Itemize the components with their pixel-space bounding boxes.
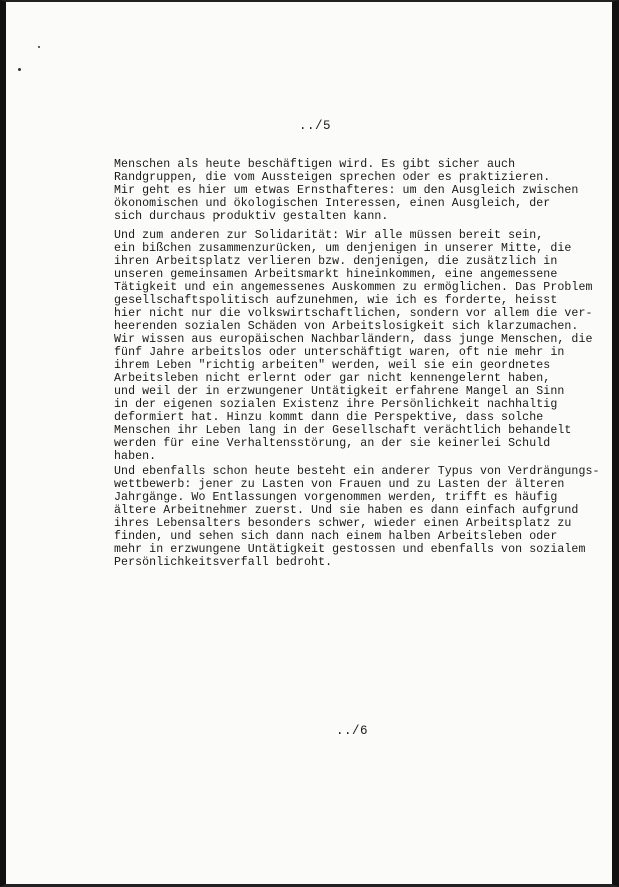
- page-continuation-marker-bottom: ../6: [336, 724, 369, 738]
- text-line: ihres Lebensalters besonders schwer, wieder einen Arbeitsplatz zu: [114, 517, 572, 530]
- text-line: wettbewerb: jener zu Lasten von Frauen und zu Lasten der älteren: [114, 478, 565, 491]
- paragraph-4: [114, 465, 604, 569]
- text-line: werden für eine Verhaltensstörung, an der sie keinerlei Schuld: [114, 437, 551, 450]
- text-line: Wir wissen aus europäischen Nachbarländern, dass junge Menschen, die: [114, 333, 593, 346]
- text-line: Randgruppen, die vom Aussteigen sprechen oder es praktizieren.: [114, 171, 551, 184]
- text-line: Menschen als heute beschäftigen wird. Es gibt sicher auch: [114, 158, 516, 171]
- text-line: hier nicht nur die volkswirtschaftlichen, sondern vor allem die ver-: [114, 307, 593, 320]
- text-line: in der eigenen sozialen Existenz ihre Persönlichkeit nachhaltig: [114, 398, 558, 411]
- text-line: Und ebenfalls schon heute besteht ein anderer Typus von Verdrängungs-: [114, 465, 600, 478]
- text-line: unseren gemeinsamen Arbeitsmarkt hineinkommen, eine angemessene: [114, 268, 558, 281]
- paragraph-3: [114, 333, 604, 463]
- scan-speck: [18, 68, 21, 71]
- text-line: Jahrgänge. Wo Entlassungen vorgenommen werden, trifft es häufig: [114, 491, 558, 504]
- text-line: Und zum anderen zur Solidarität: Wir alle müssen bereit sein,: [114, 229, 544, 242]
- text-line: mehr in erzwungene Untätigkeit gestossen und ebenfalls von sozialem: [114, 543, 586, 556]
- text-line: ihrem Leben "richtig arbeiten" werden, weil sie ein geordnetes: [114, 359, 551, 372]
- text-line: Arbeitsleben nicht erlernt oder gar nicht kennengelernt haben,: [114, 372, 551, 385]
- text-line: gesellschaftspolitisch aufzunehmen, wie ich es forderte, heisst: [114, 294, 558, 307]
- text-line: finden, und sehen sich dann nach einem halben Arbeitsleben oder: [114, 530, 558, 543]
- paragraph-2: [114, 229, 604, 333]
- text-line: sich durchaus produktiv gestalten kann.: [114, 210, 389, 223]
- text-line: ökonomischen und ökologischen Interessen, einen Ausgleich, der: [114, 197, 551, 210]
- text-line: ihren Arbeitsplatz verlieren bzw. denjenigen, die zusätzlich in: [114, 255, 558, 268]
- text-line: und weil der in erzwungener Untätigkeit erfahrene Mangel an Sinn: [114, 385, 565, 398]
- paragraph-1: [114, 158, 604, 223]
- text-line: deformiert hat. Hinzu kommt dann die Perspektive, dass solche: [114, 411, 544, 424]
- text-line: Persönlichkeitsverfall bedroht.: [114, 556, 333, 569]
- page-continuation-marker-top: ../5: [299, 119, 332, 133]
- text-line: Tätigkeit und ein angemessenes Auskommen zu ermöglichen. Das Problem: [114, 281, 593, 294]
- text-line: ältere Arbeitnehmer zuerst. Und sie haben es dann einfach aufgrund: [114, 504, 579, 517]
- text-line: haben.: [114, 450, 157, 463]
- text-line: Mir geht es hier um etwas Ernsthafteres: um den Ausgleich zwischen: [114, 184, 579, 197]
- text-line: Menschen ihr Leben lang in der Gesellschaft verächtlich behandelt: [114, 424, 572, 437]
- text-line: heerenden sozialen Schäden von Arbeitslosigkeit sich klarzumachen.: [114, 320, 579, 333]
- text-line: ein bißchen zusammenzurücken, um denjenigen in unserer Mitte, die: [114, 242, 572, 255]
- scan-speck: [38, 46, 40, 48]
- text-line: fünf Jahre arbeitslos oder unterschäftigt waren, oft nie mehr in: [114, 346, 565, 359]
